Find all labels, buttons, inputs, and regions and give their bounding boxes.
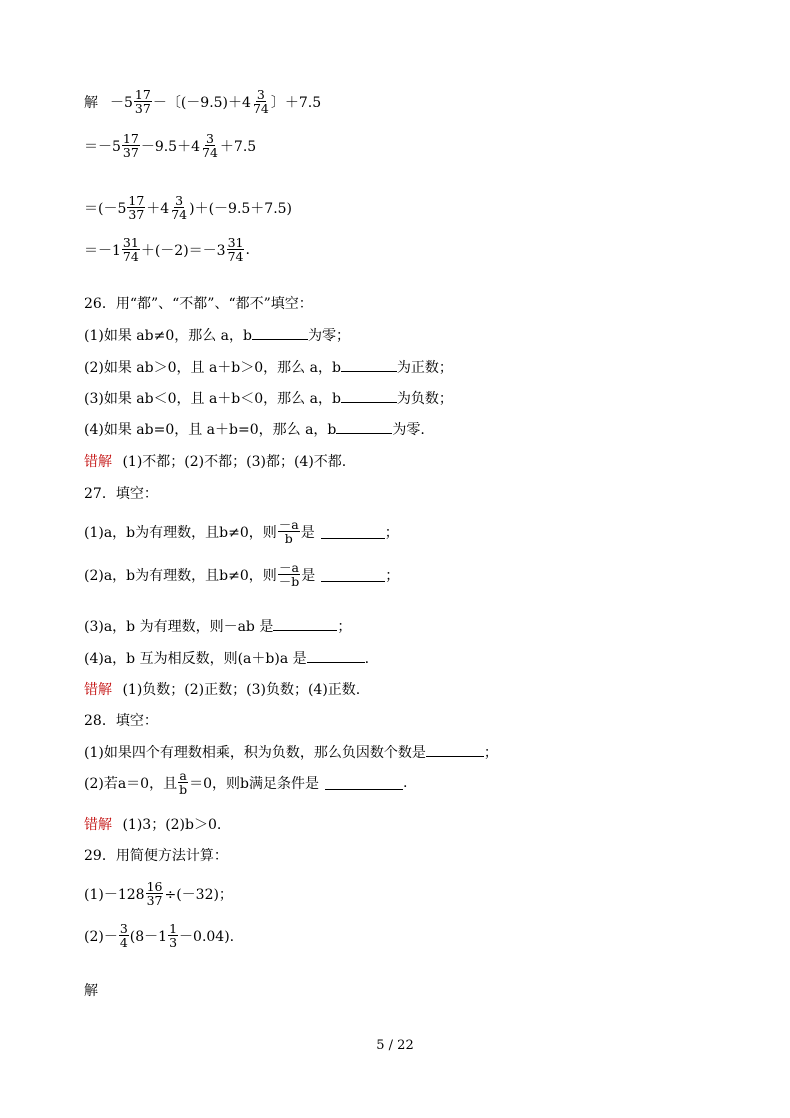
answer-text: (1)不都；(2)不都；(3)都；(4)不都. [122,454,347,470]
q28-item-1: (1)如果四个有理数相乘，积为负数，那么负因数个数是 ； [84,742,498,762]
q28-item-2: (2)若a＝0，且 $\frac{a}{b}$ ＝0，则b满足条件是 . [84,768,408,798]
expr-text: ＋4 [146,200,170,217]
answer-blank [252,325,308,340]
answer-blank [307,648,365,663]
answer-blank [341,388,397,403]
expr-text: －9.5＋4 [140,138,200,155]
q27-answer [84,679,360,699]
answer-blank [273,616,337,631]
q29-item-1: (1)－128 $\frac{16}{37}$ ÷(－32)； [84,879,233,909]
page-number: 5 / 22 [376,1038,414,1053]
q27-item-2: (2)a，b为有理数，且b≠0，则 $\frac{-a}{-b}$ 是 ； [84,560,400,590]
fraction: $\frac{3}{74}$ [252,87,269,117]
expr-text: ＝(－5 [84,200,127,217]
question-26-title: 26．用“都”、“不都”、“都不”填空： [84,296,313,312]
solution-label: 解 [84,94,98,111]
sol25-line4 [84,236,250,263]
expr-text: ＝－5 [84,138,121,155]
q27-item-1: (1)a，b为有理数，且b≠0，则 $\frac{-a}{b}$ 是 ； [84,517,399,547]
fraction: $\frac{16}{37}$ [146,879,163,909]
expr-text: ＋(－2)＝－3 [140,242,226,259]
expr-text: ＋7.5 [219,138,257,155]
q26-item-3: (3)如果 ab＜0，且 a＋b＜0，那么 a，b 为负数； [84,388,453,408]
fraction: $\frac{31}{74}$ [227,235,244,265]
answer-text: (1)负数；(2)正数；(3)负数；(4)正数. [122,682,361,698]
answer-blank [341,357,397,372]
question-27-title: 27．填空： [84,486,158,502]
expr-text: 〕＋7.5 [270,94,322,111]
expr-text: . [245,241,250,258]
q28-answer [84,814,221,834]
q26-item-2: (2)如果 ab＞0，且 a＋b＞0，那么 a，b 为正数； [84,357,453,377]
answer-text: (1)3；(2)b＞0. [122,817,222,833]
q27-item-4: (4)a，b 互为相反数，则(a＋b)a 是 . [84,648,369,668]
q27-item-3: (3)a，b 为有理数，则－ab 是 ； [84,616,351,636]
sol25-line1 [84,88,321,115]
question-28-title: 28．填空： [84,713,158,729]
question-29-title: 29．用简便方法计算： [84,848,228,864]
q26-item-4: (4)如果 ab=0，且 a＋b=0，那么 a，b 为零. [84,419,425,439]
fraction: $\frac{3}{74}$ [171,193,188,223]
answer-blank [321,524,385,539]
fraction: $\frac{3}{74}$ [202,131,218,161]
q29-solution-label: 解 [84,983,98,999]
fraction: $\frac{-a}{b}$ [278,517,299,547]
wrong-solution-label: 错解 [84,682,112,698]
fraction: $\frac{17}{37}$ [122,131,139,161]
sol25-line2 [84,132,256,159]
fraction: $\frac{3}{4}$ [119,921,128,951]
answer-blank [426,742,484,757]
q26-item-1: (1)如果 ab≠0，那么 a，b 为零； [84,325,350,345]
expr-text: )＋(－9.5＋7.5) [189,200,293,217]
q29-item-2: (2)－ $\frac{3}{4}$ (8－1 $\frac{1}{3}$ －0.04). [84,921,235,951]
fraction: $\frac{a}{b}$ [179,768,188,798]
answer-blank [325,775,403,790]
sol25-line3 [84,194,292,221]
fraction: $\frac{17}{37}$ [134,87,151,117]
answer-blank [321,567,385,582]
fraction: $\frac{-a}{-b}$ [278,560,300,590]
expr-text: －〔(－9.5)＋4 [152,94,251,111]
fraction: $\frac{1}{3}$ [169,921,178,951]
wrong-solution-label: 错解 [84,817,112,833]
fraction: $\frac{17}{37}$ [128,193,145,223]
expr-text: －5 [110,94,133,111]
q26-answer [84,451,346,471]
fraction: $\frac{31}{74}$ [122,235,139,265]
expr-text: ＝－1 [84,242,121,259]
answer-blank [336,419,392,434]
wrong-solution-label: 错解 [84,454,112,470]
